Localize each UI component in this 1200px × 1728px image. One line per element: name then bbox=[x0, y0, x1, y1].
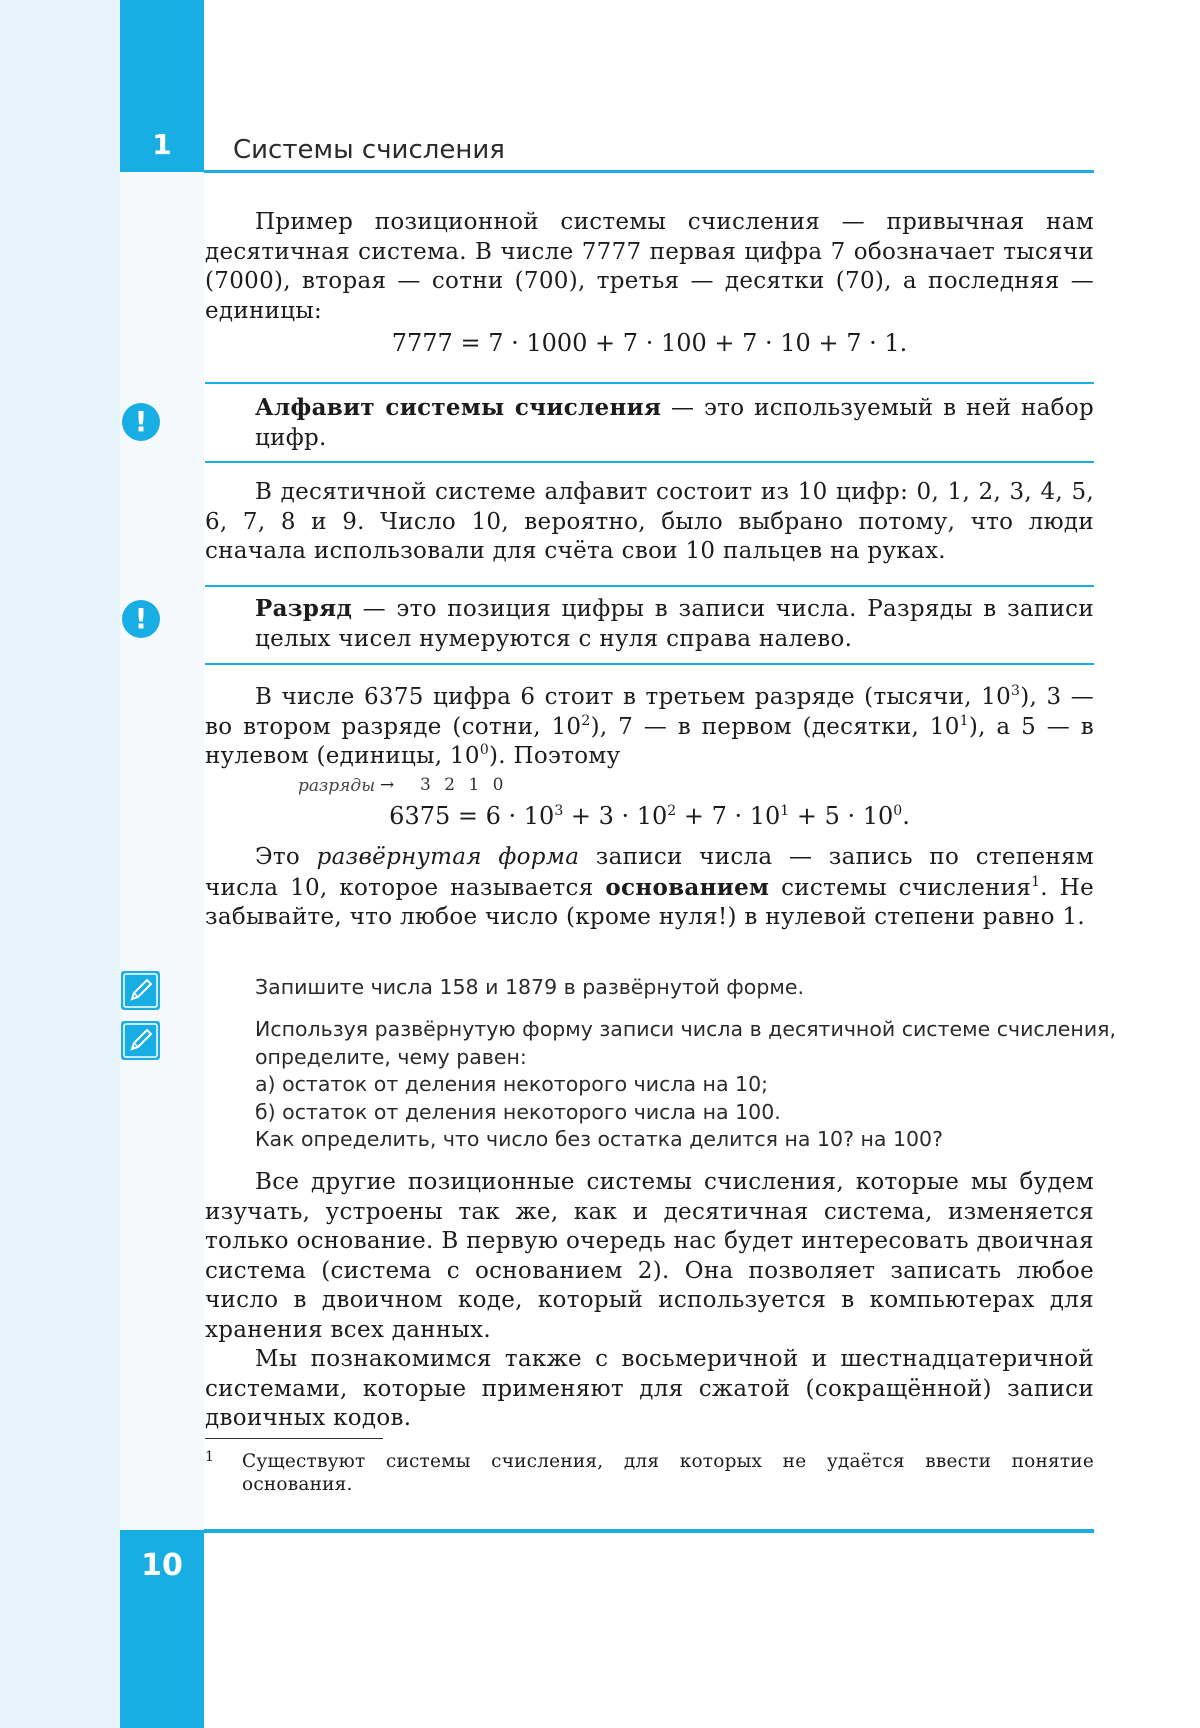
task-1: Запишите числа 158 и 1879 в развёрнутой форме. bbox=[255, 975, 804, 999]
exclamation-icon: ! bbox=[122, 403, 160, 441]
digit-positions-line bbox=[205, 774, 1094, 802]
example-6375-block bbox=[205, 683, 1094, 830]
definition-digit-text: — это позиция цифры в записи числа. Разряды в записи целых чисел нумеруются с нуля справа налево. bbox=[255, 596, 1094, 652]
term-alphabet: Алфавит системы счисления bbox=[255, 394, 662, 421]
expanded-form-paragraph: Это развёрнутая форма записи числа — запись по степеням числа 10, которое называется основанием системы счисления$^1$. Не забывайте, что любое число (кроме нуля!) в нулевой степени равно 1. bbox=[205, 844, 1094, 930]
task-2-question: Как определить, что число без остатка делится на 10? на 100? bbox=[255, 1127, 943, 1151]
intro-paragraph: Пример позиционной системы счисления — привычная нам десятичная система. В числе 7777 первая цифра 7 обозначает тысячи (7000), вторая — сотни (700), третья — десятки (70), а последняя — единицы: bbox=[205, 209, 1094, 324]
example-6375-paragraph: В числе 6375 цифра 6 стоит в третьем разряде (тысячи, $10^3$), 3 — во втором разряде (сотни, $10^2$), 7 — в первом (десятки, $10^1$), а 5 — в нулевом (единицы, $10^0$). Поэтому bbox=[205, 683, 1094, 769]
octal-hex-paragraph: Мы познакомимся также с восьмеричной и шестнадцатеричной системами, которые применяют для сжатой (сокращённой) записи двоичных кодов. bbox=[205, 1346, 1094, 1431]
task-2-item-a: а) остаток от деления некоторого числа на 10; bbox=[255, 1072, 769, 1096]
other-systems-block bbox=[205, 1168, 1094, 1434]
decimal-alphabet-paragraph: В десятичной системе алфавит состоит из 10 цифр: 0, 1, 2, 3, 4, 5, 6, 7, 8 и 9. Число 10, вероятно, было выбрано потому, что люди сначала использовали для счёта свои 10 пальцев на руках. bbox=[205, 479, 1094, 564]
footnote bbox=[205, 1450, 1094, 1496]
footnote-text: Существуют системы счисления, для которых не удаётся ввести понятие основания. bbox=[242, 1451, 1094, 1495]
decimal-alphabet-block bbox=[205, 478, 1094, 567]
chapter-title: Системы счисления bbox=[233, 135, 505, 165]
footnote-rule bbox=[205, 1438, 383, 1439]
margin-column bbox=[120, 0, 204, 1728]
footnote-mark: 1 bbox=[205, 1449, 214, 1465]
page-number: 10 bbox=[141, 1548, 183, 1583]
definition-alphabet bbox=[205, 382, 1094, 463]
task-2-item-b: б) остаток от деления некоторого числа на 100. bbox=[255, 1099, 781, 1124]
formula-6375: $6375 = 6 \cdot 10^3 + 3 \cdot 10^2 + 7 \cdot 10^1 + 5 \cdot 10^0$. bbox=[389, 801, 910, 830]
term-base: основанием bbox=[605, 873, 770, 901]
pencil-icon bbox=[121, 1021, 160, 1060]
definition-digit bbox=[205, 585, 1094, 665]
other-systems-paragraph: Все другие позиционные системы счисления, которые мы будем изучать, устроены так же, как и десятичная система, изменяется только основание. В первую очередь нас будет интересовать двоичная система (система с основанием 2). Она позволяет записать любое число в двоичном коде, который используется в компьютерах для хранения всех данных. bbox=[205, 1169, 1094, 1343]
footer-rule bbox=[204, 1529, 1094, 1533]
header-rule bbox=[204, 170, 1094, 173]
term-expanded-form: развёрнутая форма bbox=[316, 844, 580, 870]
footnote-reference: 1 bbox=[1031, 873, 1041, 890]
pencil-icon bbox=[121, 971, 160, 1010]
digit-positions-label: разряды bbox=[298, 775, 376, 796]
arrow-right-icon: → bbox=[380, 774, 395, 795]
task-2-intro: Используя развёрнутую форму записи числа в десятичной системе счисления, определите, чему равен: bbox=[255, 1017, 1116, 1069]
formula-7777: 7777 = 7 · 1000 + 7 · 100 + 7 · 10 + 7 · 1. bbox=[391, 329, 908, 357]
term-digit: Разряд bbox=[255, 595, 353, 622]
digit-positions: 3 2 1 0 bbox=[420, 774, 508, 795]
task-2 bbox=[205, 1016, 1144, 1154]
definition-alphabet-text: — это используемый в ней набор цифр. bbox=[255, 395, 1094, 451]
expanded-form-block bbox=[205, 843, 1094, 933]
intro-block bbox=[205, 208, 1094, 357]
exclamation-icon: ! bbox=[122, 600, 160, 638]
chapter-number: 1 bbox=[152, 128, 172, 161]
